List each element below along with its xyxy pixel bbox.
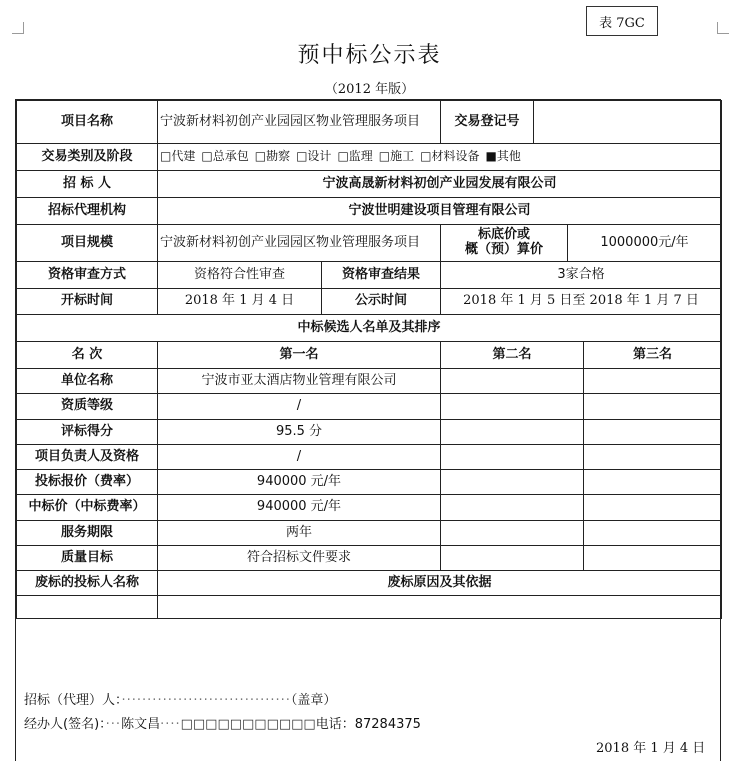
candidates-section-title: 中标候选人名单及其排序 [16,314,722,342]
checkbox-icon: □ [378,149,391,164]
trade-option-label: 勘察 [266,149,291,164]
candidate-row-label-text: 资质等级 [60,398,113,414]
registration-value [533,100,722,144]
candidate-row-label-text: 投标报价（费率） [34,473,139,489]
candidate-row-label-text: 服务期限 [60,524,113,540]
trade-option-label: 设计 [307,149,332,164]
candidate-row-label [16,393,158,420]
candidate-second-value [440,545,584,571]
publicity-time-label: 公示时间 [321,288,441,315]
candidate-first-value-text: / [296,448,302,464]
trade-option [201,150,248,164]
announcement-table [15,99,721,761]
project-scale-value: 宁波新材料初创产业园园区物业管理服务项目 [157,224,441,262]
candidate-first-value [157,419,441,445]
candidate-first-value-text: 宁波市亚太酒店物业管理有限公司 [201,372,397,388]
candidate-second-value [440,368,584,394]
base-price-value: 1000000元/年 [567,224,722,262]
trade-option [296,150,331,164]
candidate-first-value-text: 940000 元/年 [256,499,342,515]
candidate-first-value [157,545,441,571]
project-name-label: 项目名称 [16,100,158,144]
agent-blank: ································· [121,693,291,708]
column-third: 第三名 [583,341,722,369]
qualification-method-label: 资格审查方式 [16,261,158,289]
candidate-row-label-text: 质量目标 [60,549,113,565]
trade-option-label: 材料设备 [431,149,480,164]
handler-signature-line: 经办人(签名)：···陈文昌····□□□□□□□□□□□电话：87284375 [24,717,421,732]
base-price-label: 标底价或 概（预）算价 [440,224,568,262]
agency-label: 招标代理机构 [16,197,158,225]
candidate-row-label-text: 评标得分 [60,423,113,439]
rejected-reason-value [157,595,722,619]
trade-type-label: 交易类别及阶段 [16,143,158,171]
trade-option [160,150,195,164]
column-first: 第一名 [157,341,441,369]
trade-option-label: 监理 [348,149,373,164]
phone-label: 电话：87284375 [315,717,421,732]
candidate-row-label [16,494,158,521]
candidate-row-label-text: 项目负责人及资格 [34,448,139,464]
open-time-value: 2018 年 1 月 4 日 [157,288,322,315]
page-title: 预中标公示表 [297,43,442,68]
candidate-row-label [16,469,158,495]
candidate-third-value [583,419,722,445]
candidate-third-value [583,393,722,420]
candidate-first-value [157,444,441,470]
project-name-value: 宁波新材料初创产业园园区物业管理服务项目 [157,100,441,144]
candidate-first-value [157,469,441,495]
candidate-first-value [157,520,441,546]
qualification-result-value: 3家合格 [440,261,722,289]
handler-name: 陈文昌 [121,717,161,732]
sign-date: 2018 年 1 月 4 日 [596,741,706,756]
rank-label: 名 次 [16,341,158,369]
candidate-row-label-text: 中标价（中标费率） [28,499,146,515]
candidate-row-label [16,419,158,445]
candidate-row-label-text: 单位名称 [60,372,113,388]
candidate-first-value [157,494,441,521]
checkbox-checked-icon: ■ [485,149,497,164]
candidate-second-value [440,419,584,445]
column-second: 第二名 [440,341,584,369]
trade-option-label: 其他 [496,149,521,164]
blank-box-row: □□□□□□□□□□□ [180,717,316,732]
agent-label: 招标（代理）人： [24,693,122,708]
candidate-third-value [583,469,722,495]
publicity-time-value: 2018 年 1 月 5 日至 2018 年 1 月 7 日 [440,288,722,315]
registration-label: 交易登记号 [440,100,534,144]
page-subtitle: （2012 年版） [324,82,415,97]
checkbox-icon: □ [201,149,213,164]
candidate-third-value [583,494,722,521]
trade-option [486,150,521,164]
trade-option [255,150,290,164]
candidate-second-value [440,469,584,495]
project-scale-label: 项目规模 [16,224,158,262]
open-time-label: 开标时间 [16,288,158,315]
candidate-second-value [440,444,584,470]
candidate-first-value [157,368,441,394]
trade-option [379,150,414,164]
candidate-first-value-text: 两年 [285,524,312,540]
seal-label: （盖章） [290,693,337,708]
candidate-second-value [440,393,584,420]
checkbox-icon: □ [296,149,308,164]
candidate-third-value [583,368,722,394]
rejected-name-label: 废标的投标人名称 [16,570,158,596]
trade-type-options [157,143,722,171]
candidate-first-value-text: / [296,398,302,414]
checkbox-icon: □ [337,149,349,164]
tenderer-label: 招 标 人 [16,170,158,198]
qualification-result-label: 资格审查结果 [321,261,441,289]
rejected-name-value [16,595,158,619]
trade-option-label: 施工 [390,149,415,164]
candidate-first-value [157,393,441,420]
agent-signature-line [24,689,336,708]
rejected-reason-label: 废标原因及其依据 [157,570,722,596]
candidate-first-value-text: 符合招标文件要求 [246,549,351,565]
trade-option [337,150,372,164]
candidate-first-value-text: 95.5 分 [275,423,323,439]
candidate-second-value [440,520,584,546]
candidate-third-value [583,444,722,470]
checkbox-icon: □ [420,149,432,164]
candidate-first-value-text: 940000 元/年 [256,473,342,489]
crop-mark-top-right [717,22,729,34]
candidate-row-label [16,444,158,470]
qualification-method-value: 资格符合性审查 [157,261,322,289]
candidate-row-label [16,545,158,571]
crop-mark-top-left [12,22,24,34]
handler-label: 经办人(签名)： [24,717,106,732]
form-code-box: 表 7GC [586,6,658,36]
tenderer-value: 宁波高晟新材料初创产业园发展有限公司 [157,170,722,198]
candidate-third-value [583,545,722,571]
candidate-row-label [16,368,158,394]
checkbox-icon: □ [254,149,267,164]
trade-option-label: 代建 [171,149,196,164]
checkbox-icon: □ [160,149,172,164]
candidate-second-value [440,494,584,521]
trade-option [420,150,479,164]
trade-option-label: 总承包 [212,149,249,164]
candidate-third-value [583,520,722,546]
agency-value: 宁波世明建设项目管理有限公司 [157,197,722,225]
candidate-row-label [16,520,158,546]
